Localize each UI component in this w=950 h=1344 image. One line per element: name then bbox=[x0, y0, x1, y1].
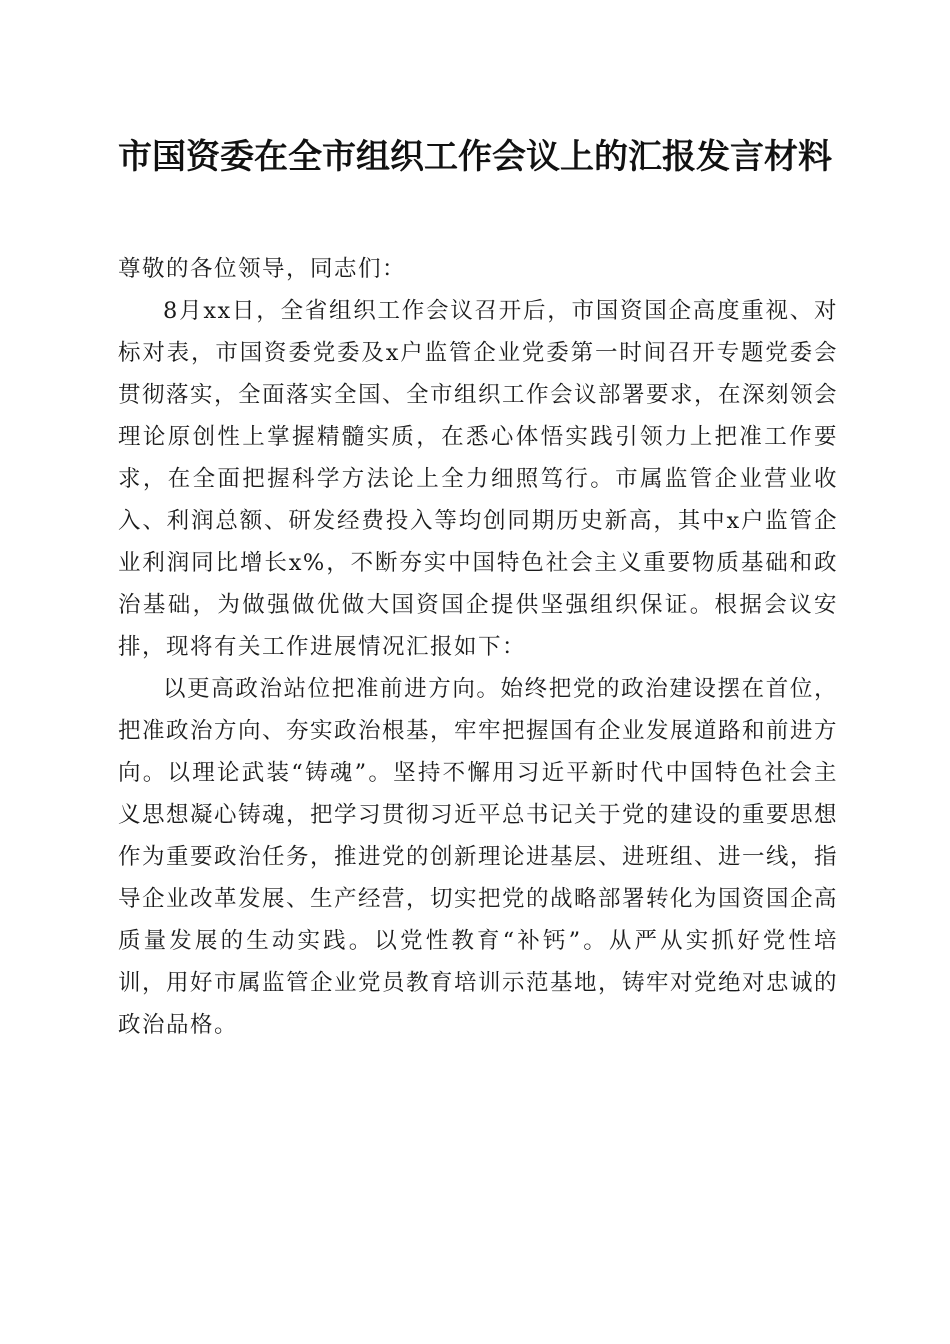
salutation: 尊敬的各位领导，同志们： bbox=[118, 256, 407, 282]
document-body bbox=[118, 248, 838, 1046]
paragraph-political-stance: 以更高政治站位把准前进方向。始终把党的政治建设摆在首位，把准政治方向、夯实政治根基，牢牢把握国有企业发展道路和前进方向。以理论武装“铸魂”。坚持不懈用习近平新时代中国特色社会主义思想凝心铸魂，把学习贯彻习近平总书记关于党的建设的重要思想作为重要政治任务，推进党的创新理论进基层、进班组、进一线，指导企业改革发展、生产经营，切实把党的战略部署转化为国资国企高质量发展的生动实践。以党性教育“补钙”。从严从实抓好党性培训，用好市属监管企业党员教育培训示范基地，铸牢对党绝对忠诚的政治品格。 bbox=[118, 676, 839, 1038]
paragraph-intro: 8月xx日，全省组织工作会议召开后，市国资国企高度重视、对标对表，市国资委党委及x户监管企业党委第一时间召开专题党委会贯彻落实，全面落实全国、全市组织工作会议部署要求，在深刻领会理论原创性上掌握精髓实质，在悉心体悟实践引领力上把准工作要求，在全面把握科学方法论上全力细照笃行。市属监管企业营业收入、利润总额、研发经费投入等均创同期历史新高，其中x户监管企业利润同比增长x%，不断夯实中国特色社会主义重要物质基础和政治基础，为做强做优做大国资国企提供坚强组织保证。根据会议安排，现将有关工作进展情况汇报如下： bbox=[118, 298, 839, 660]
document-title: 市国资委在全市组织工作会议上的汇报发言材料 bbox=[118, 137, 832, 177]
